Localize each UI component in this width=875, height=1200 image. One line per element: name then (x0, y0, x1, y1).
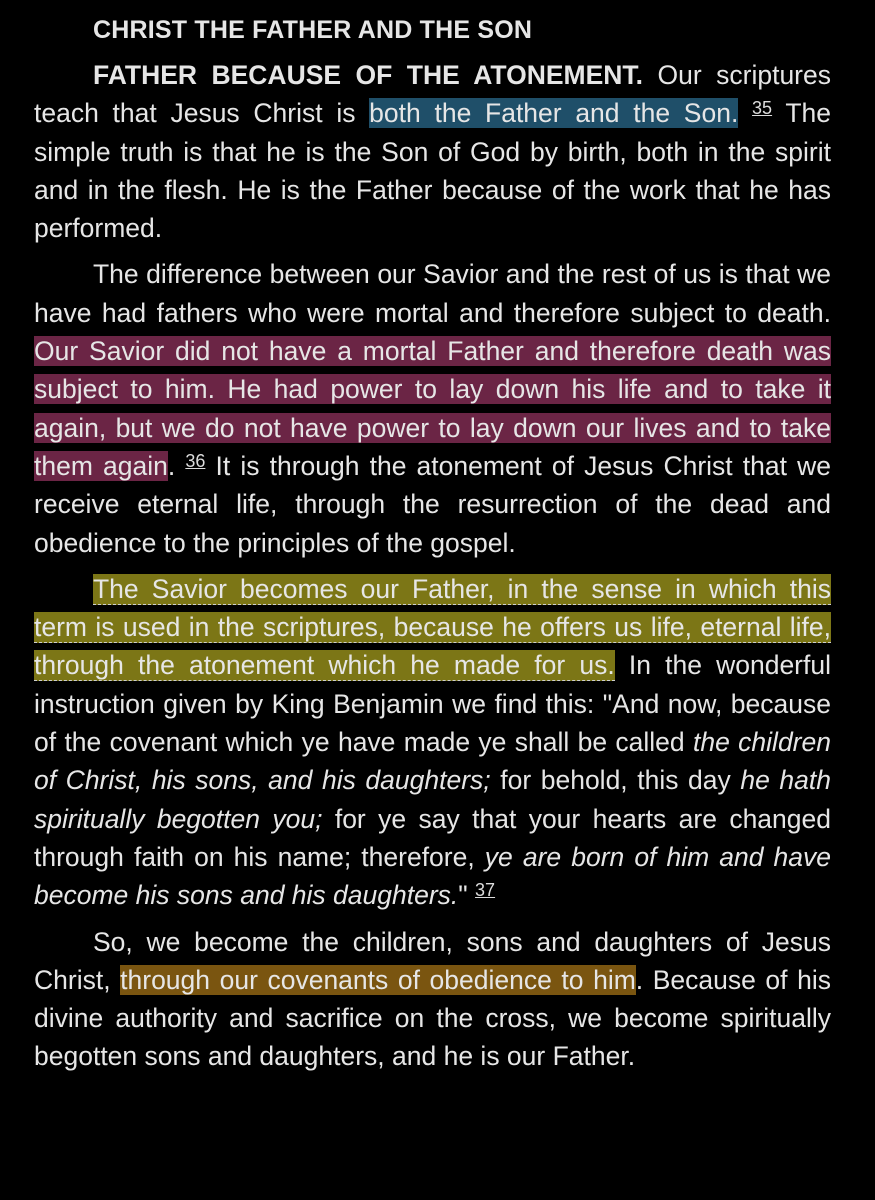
text-run: The simple truth is that he is the Son of God by birth, both in the spirit and in the flesh. He is the Father because of the work that he has performed. (34, 98, 831, 244)
section-lead: FATHER BECAUSE OF THE ATONEMENT. (93, 60, 644, 90)
text-run: for ye say that your hearts are changed through faith on his name; therefore, (34, 803, 831, 872)
paragraph-2 (34, 255, 831, 561)
highlight-orange[interactable]: through our covenants of obedience to him (120, 964, 636, 995)
highlight-blue[interactable]: both the Father and the Son. (369, 98, 739, 129)
text-run: . Because of his divine authority and sacrifice on the cross, we become spiritually begotten sons and daughters, and he is our Father. (34, 964, 831, 1072)
text-run: So, we become the children, sons and daughters of Jesus Christ, (34, 926, 831, 995)
text-run: for behold, this day (490, 765, 741, 796)
text-run: Our scriptures teach that Jesus Christ is (34, 60, 831, 129)
text-run: It is through the atonement of Jesus Christ that we receive eternal life, through the resurrection of the dead and obedience to the principles of the gospel. (34, 450, 831, 558)
italic-quote: the children of Christ, his sons, and his daughters; (34, 727, 831, 796)
highlight-olive-with-note[interactable]: The Savior becomes our Father, in the sense in which this term is used in the scriptures, because he offers us life, eternal life, through the atonement which he made for us. (34, 573, 831, 681)
text-run: The difference between our Savior and the rest of us is that we have had fathers who were mortal and therefore subject to death. (34, 259, 831, 328)
chapter-heading: CHRIST THE FATHER AND THE SON (93, 16, 533, 44)
footnote-link-37[interactable]: 37 (475, 880, 496, 901)
italic-quote: ye are born of him and have become his sons and his daughters. (34, 841, 831, 911)
footnote-link-35[interactable]: 35 (752, 98, 773, 119)
text-run: . (167, 450, 186, 481)
text-run: In the wonderful instruction given by King Benjamin we find this: "And now, because of the covenant which ye have made ye shall be called (34, 650, 831, 758)
text-run: " (458, 880, 476, 911)
paragraph-3 (34, 570, 831, 915)
paragraph-4 (34, 923, 831, 1076)
paragraph-1 (34, 56, 831, 247)
italic-quote: he hath spiritually begotten you; (34, 765, 832, 834)
footnote-link-36[interactable]: 36 (185, 450, 206, 471)
highlight-magenta[interactable]: Our Savior did not have a mortal Father and therefore death was subject to him. He had power to lay down his life and to take it again, but we do not have power to lay down our lives and to take them again (34, 336, 831, 481)
